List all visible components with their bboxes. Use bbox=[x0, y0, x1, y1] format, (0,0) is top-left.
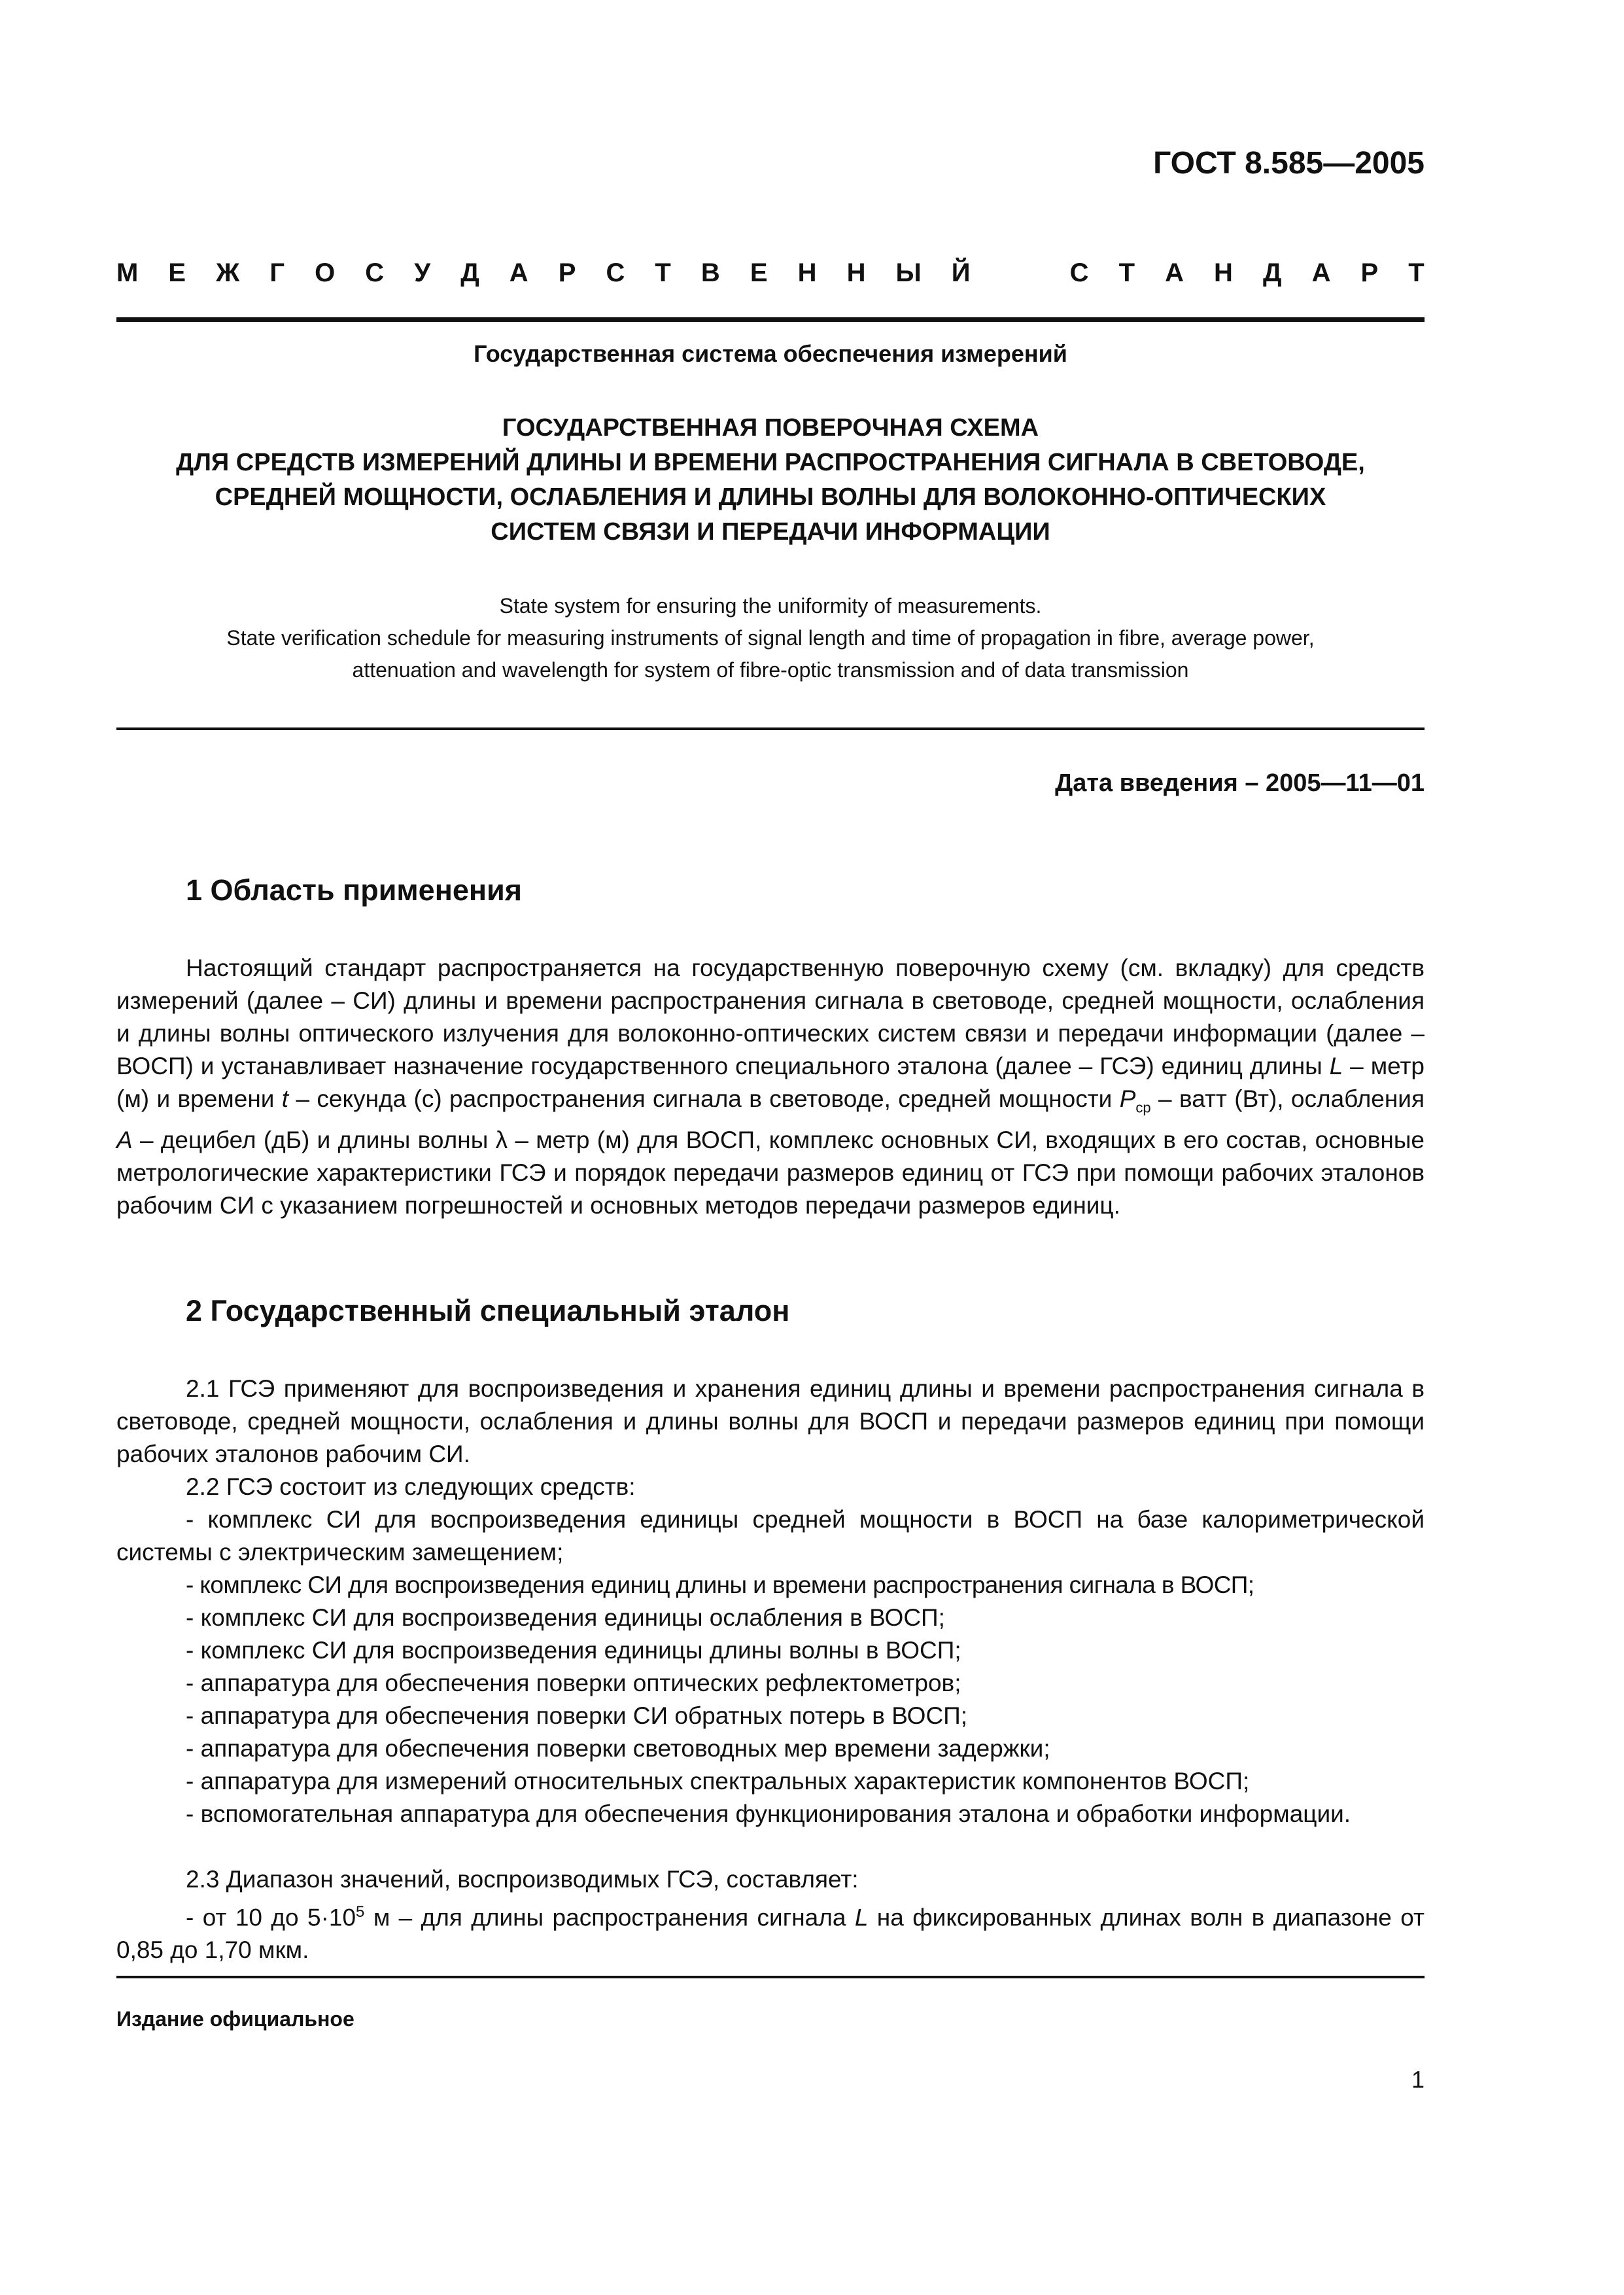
heading-letter: А bbox=[1311, 258, 1331, 287]
list-item: - комплекс СИ для воспроизведения единицы средней мощности в ВОСП на базе калориметрической системы с электрическим замещением; bbox=[116, 1506, 1425, 1566]
heading-letter: С bbox=[1069, 258, 1089, 287]
heading-letter: Н bbox=[846, 258, 866, 287]
paragraph-2-2: 2.2 ГСЭ состоит из следующих средств: bbox=[186, 1473, 636, 1500]
document-title bbox=[116, 411, 1425, 550]
english-line: State system for ensuring the uniformity of measurements. bbox=[499, 594, 1042, 618]
edition-label: Издание официальное bbox=[116, 2007, 354, 2031]
heading-letter: Т bbox=[655, 258, 671, 287]
heading-letter: Ы bbox=[895, 258, 922, 287]
system-subtitle: Государственная система обеспечения измерений bbox=[474, 340, 1067, 367]
section-1-heading: 1 Область применения bbox=[186, 873, 523, 907]
heading-letter: Д bbox=[460, 258, 479, 287]
english-line: State verification schedule for measuring instruments of signal length and time of propagation in fibre, average power, bbox=[226, 626, 1315, 650]
section-1-paragraph: Настоящий стандарт распространяется на государственную поверочную схему (см. вкладку) для средств измерений (далее – СИ) длины и времени распространения сигнала в световоде, средней мощности, ослабления и длины волны оптического излучения для волоконно-оптических систем связи и передачи информации (далее – ВОСП) и устанавливает назначение государственного специального эталона (далее – ГСЭ) единиц длины L – метр (м) и времени t – секунда (с) распространения сигнала в световоде, средней мощности $P_{ср}$ – ватт (Вт), ослабления A – децибел (дБ) и длины волны λ – метр (м) для ВОСП, комплекс основных СИ, входящих в его состав, основные метрологические характеристики ГСЭ и порядок передачи размеров единиц от ГСЭ при помощи рабочих эталонов рабочим СИ с указанием погрешностей и основных методов передачи размеров единиц. bbox=[116, 955, 1425, 1219]
heading-letter: Г bbox=[269, 258, 285, 287]
paragraph-2-1: 2.1 ГСЭ применяют для воспроизведения и хранения единиц длины и времени распространения сигнала в световоде, средней мощности, ослабления и длины волны для ВОСП и передачи размеров единиц при помощи рабочих эталонов рабочим СИ. bbox=[116, 1375, 1425, 1467]
list-item: - вспомогательная аппаратура для обеспечения функционирования эталона и обработки информации. bbox=[186, 1800, 1351, 1827]
heading-letter: Й bbox=[951, 258, 971, 287]
title-line: ДЛЯ СРЕДСТВ ИЗМЕРЕНИЙ ДЛИНЫ И ВРЕМЕНИ РАСПРОСТРАНЕНИЯ СИГНАЛА В СВЕТОВОДЕ, bbox=[176, 449, 1365, 476]
title-rule bbox=[116, 727, 1425, 730]
standard-number: ГОСТ 8.585—2005 bbox=[1153, 146, 1425, 181]
title-line: СИСТЕМ СВЯЗИ И ПЕРЕДАЧИ ИНФОРМАЦИИ bbox=[491, 518, 1050, 546]
range-item: - от 10 до $5\cdot 10^5$ м – для длины распространения сигнала L на фиксированных длинах волн в диапазоне от 0,85 до 1,70 мкм. bbox=[116, 1903, 1425, 1964]
title-line: СРЕДНЕЙ МОЩНОСТИ, ОСЛАБЛЕНИЯ И ДЛИНЫ ВОЛНЫ ДЛЯ ВОЛОКОННО-ОПТИЧЕСКИХ bbox=[215, 483, 1326, 511]
english-line: attenuation and wavelength for system of fibre-optic transmission and of data transmission bbox=[352, 658, 1189, 682]
title-line: ГОСУДАРСТВЕННАЯ ПОВЕРОЧНАЯ СХЕМА bbox=[502, 414, 1039, 442]
list-item: - аппаратура для обеспечения поверки оптических рефлектометров; bbox=[186, 1670, 961, 1696]
heading-letter: М bbox=[116, 258, 139, 287]
list-item: - комплекс СИ для воспроизведения единиц длины и времени распространения сигнала в ВОСП; bbox=[186, 1571, 1254, 1598]
heading-letter bbox=[1001, 258, 1040, 288]
standard-type-heading bbox=[116, 258, 1425, 288]
footer-rule bbox=[116, 1976, 1425, 1978]
list-item: - аппаратура для обеспечения поверки СИ обратных потерь в ВОСП; bbox=[186, 1702, 968, 1729]
paragraph-2-3: 2.3 Диапазон значений, воспроизводимых ГСЭ, составляет: bbox=[186, 1866, 859, 1893]
heading-letter: Д bbox=[1263, 258, 1282, 287]
header-rule bbox=[116, 317, 1425, 322]
heading-letter: У bbox=[414, 258, 431, 287]
heading-letter: Ж bbox=[216, 258, 240, 287]
heading-letter: А bbox=[509, 258, 528, 287]
heading-letter: Н bbox=[797, 258, 817, 287]
page-number: 1 bbox=[1411, 2066, 1425, 2093]
heading-letter: В bbox=[700, 258, 720, 287]
list-item: - аппаратура для измерений относительных спектральных характеристик компонентов ВОСП; bbox=[186, 1768, 1250, 1795]
list-item: - аппаратура для обеспечения поверки световодных мер времени задержки; bbox=[186, 1735, 1050, 1762]
heading-letter: Н bbox=[1214, 258, 1233, 287]
heading-letter: Т bbox=[1408, 258, 1425, 287]
heading-letter: Е bbox=[168, 258, 186, 287]
section-2-heading: 2 Государственный специальный эталон bbox=[186, 1294, 790, 1327]
heading-letter: С bbox=[365, 258, 385, 287]
heading-letter: Е bbox=[750, 258, 768, 287]
heading-letter: А bbox=[1165, 258, 1184, 287]
heading-letter: Т bbox=[1118, 258, 1135, 287]
heading-letter: Р bbox=[558, 258, 576, 287]
heading-letter: О bbox=[315, 258, 336, 287]
heading-letter: С bbox=[606, 258, 625, 287]
list-item: - комплекс СИ для воспроизведения единицы длины волны в ВОСП; bbox=[186, 1637, 961, 1664]
heading-letter: Р bbox=[1360, 258, 1379, 287]
english-title bbox=[116, 590, 1425, 686]
introduction-date: Дата введения – 2005—11—01 bbox=[1055, 769, 1425, 797]
list-item: - комплекс СИ для воспроизведения единицы ослабления в ВОСП; bbox=[186, 1604, 945, 1631]
